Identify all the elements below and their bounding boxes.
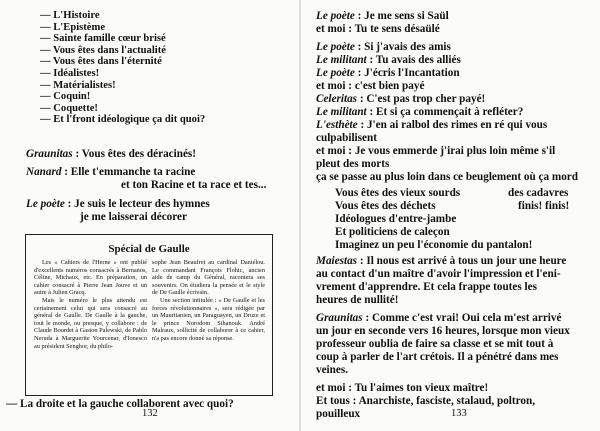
dialogue-line [316, 41, 451, 54]
list-item: — Coquette! [40, 102, 98, 114]
speaker-name: Le poète [316, 41, 355, 53]
poem-line: Vous êtes des déchets [335, 200, 436, 212]
dialogue-text: : Vous êtes des déracinés! [72, 148, 197, 160]
dialogue-text: : Et si ça commençait à refléter? [366, 106, 524, 118]
closing-line: pouilleux [316, 408, 361, 420]
dialogue-line [316, 119, 547, 132]
poem-line: Idéologues d'entre-jambe [335, 213, 457, 225]
dialogue-line [316, 67, 460, 80]
dialogue-text: coup à parler de l'art crétois. Il a pénétré dans mes [316, 351, 559, 363]
dialogue-text: : Si j'avais des amis [354, 41, 451, 53]
box-title: Spécial de Gaulle [108, 243, 190, 255]
page-number: 132 [142, 408, 158, 419]
dialogue-text: : Tu avais des alliés [366, 54, 461, 66]
page-number: 133 [451, 408, 467, 419]
dialogue-line [316, 93, 485, 106]
box-column-2 [152, 259, 265, 343]
dialogue-nanard [26, 166, 195, 179]
closing-line: et moi : Tu l'aimes ton vieux maître! [316, 382, 489, 394]
dialogue-text: : J'écris l'Incantation [354, 67, 460, 79]
speaker-name: Le militant [316, 106, 367, 118]
poem-line-right: des cadavres [508, 187, 569, 199]
speaker-name: Maiestas [316, 255, 358, 267]
dialogue-text: un jour en seconde vers 16 heures, lorsque mon vieux [316, 325, 570, 337]
poem-line: Vous êtes des vieux sourds [335, 187, 461, 199]
dialogue-text: : J'en ai ralbol des rimes en ré qui vous [357, 119, 548, 131]
box-paragraph: Les « Cahiers de l'Herne » ont publié d'excellents numéros consacrés à Bernanos, Céline, Michaux, etc. En préparation, un cahier consacré à Pierre Jean Jouve et un autre à Julien Gracq. [34, 259, 147, 297]
dialogue-text: heures de nullité! [316, 294, 399, 306]
dialogue-graunitas [316, 312, 561, 325]
dialogue-line [316, 106, 523, 119]
speaker-name: Le poète [26, 198, 65, 210]
list-item: — Matérialistes! [40, 79, 116, 91]
box-column-1 [34, 259, 147, 350]
speaker-name: Le poète [316, 67, 355, 79]
sidebar-box-de-gaulle [25, 234, 273, 396]
chant-list [40, 10, 205, 126]
dialogue-line: et moi : Je vous emmerde j'irai plus loin même s'il [316, 145, 556, 157]
list-item: — L'Histoire [40, 10, 100, 21]
dialogue-line: ça se passe au plus loin dans ce beuglement où ça mord [316, 171, 578, 183]
dialogue-graunitas [26, 148, 196, 161]
dialogue-line: et moi : Tu te sens désaülé [316, 23, 440, 35]
box-paragraph: Mais le numéro le plus attendu est certainement celui qui sera consacré au général de Gaulle. De Gaulle à la gauche, tout le monde, ou presque, y collabore : de Claude Bourdet à Gaston Palewski, de Pablo Neruda à Marguerite Yourcenar, d'Ionesco au président Senghor, du philo- [34, 296, 147, 350]
speaker-name: Le poète [316, 10, 355, 22]
closing-line: Et tous : Anarchiste, fasciste, stalaud, poltron, [316, 395, 535, 407]
list-item: — L'Epistème [40, 21, 106, 33]
list-item: — Idéalistes! [40, 67, 100, 79]
dialogue-line: pleut des morts [316, 158, 390, 170]
dialogue-text: professeur oublia de faire sa classe et se mit tout à [316, 338, 554, 350]
dialogue-text: : Je suis le lecteur des hymnes [64, 198, 210, 210]
dialogue-line [316, 10, 449, 23]
list-item: — Vous êtes dans l'actualité [40, 44, 166, 56]
poem-line: Imaginez un peu l'économie du pantalon! [335, 239, 533, 251]
dialogue-text: veines. [316, 364, 349, 376]
speaker-name: Le militant [316, 54, 367, 66]
dialogue-text: je me laisserai décorer [80, 211, 187, 223]
dialogue-poete [26, 198, 210, 211]
speaker-name: Graunitas [316, 312, 363, 324]
dialogue-text: : C'est pas trop cher payé! [357, 93, 486, 105]
dialogue-text: au contact d'un maître d'avoir l'impression et l'eni- [316, 268, 561, 280]
poem-line-right: finis! finis! [518, 200, 570, 212]
poem-line: Et politiciens de caleçon [335, 226, 450, 238]
dialogue-text: : Elle t'emmanche ta racine [61, 166, 196, 178]
speaker-name: Nanard [26, 166, 62, 178]
dialogue-line: et moi : c'est bien payé [316, 80, 425, 92]
right-page [300, 0, 600, 431]
speaker-name: Graunitas [26, 148, 73, 160]
speaker-name: Celeritas [316, 93, 358, 105]
dialogue-text: : Il nous est arrivé à tous un jour une heure [357, 255, 567, 267]
speaker-name: L'esthète [316, 119, 358, 131]
dialogue-text: : Je me sens si Saül [354, 10, 449, 22]
dialogue-text: : Comme c'est vrai! Oui cela m'est arrivé [362, 312, 562, 324]
list-item: — Vous êtes dans l'éternité [40, 56, 162, 68]
dialogue-text: et ton Racine et ta race et tes... [121, 179, 267, 191]
dialogue-text: vrement d'apprendre. Et cela frappe toutes les [316, 281, 537, 293]
list-item: — Et l'front idéologique ça dit quoi? [40, 114, 206, 126]
box-paragraph: sophe Jean Beaufret au cardinal Daniélou. Le commandant François Flohic, ancien aide de camp du Général, racontera ses souvenirs. On étudiera la pensée et le style de De Gaulle écrivain. [152, 259, 265, 297]
dialogue-line [316, 54, 461, 67]
dialogue-maiestas [316, 255, 566, 268]
dialogue-line: culpabilisent [316, 132, 377, 144]
closing-line: — La droite et la gauche collaborent avec quoi? [6, 398, 234, 410]
box-paragraph: Une section intitulée : « De Gaulle et les forces révolutionnaires », sera rédigée par un Mauritanien, un Paraguayen, un Druze et le prince Norodom Sihanouk. André Malraux, sollicité de collaborer à ce cahier, n'a pas encore donné sa réponse. [152, 296, 265, 342]
list-item: — Coquin! [40, 91, 91, 103]
list-item: — Sainte famille cœur brisé [40, 33, 166, 45]
